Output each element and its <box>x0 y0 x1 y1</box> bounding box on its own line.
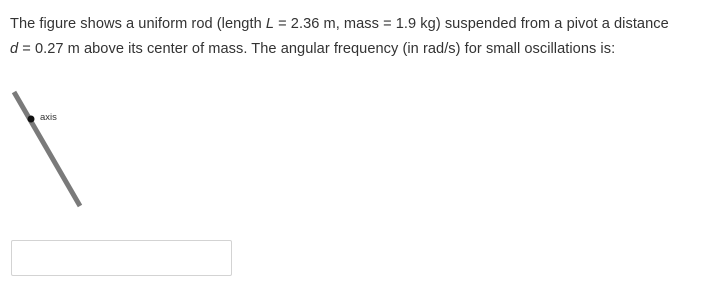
question-text <box>10 12 718 62</box>
question-line-1 <box>10 12 718 37</box>
rod-figure <box>0 80 120 220</box>
rod-diagram <box>0 80 120 220</box>
rod <box>14 92 80 206</box>
question-text-part: The figure shows a uniform rod (length <box>10 16 266 32</box>
answer-input[interactable] <box>11 240 232 276</box>
question-text-part: = 2.36 m, mass = 1.9 kg) suspended from a pivot a distance <box>274 16 669 32</box>
variable-L: L <box>265 16 275 32</box>
question-text-part: = 0.27 m above its center of mass. The angular frequency (in rad/s) for small oscillations is: <box>18 41 616 57</box>
variable-d: d <box>10 41 19 57</box>
question-line-2 <box>10 37 718 62</box>
pivot-point <box>28 116 35 123</box>
axis-label: axis <box>40 112 57 123</box>
